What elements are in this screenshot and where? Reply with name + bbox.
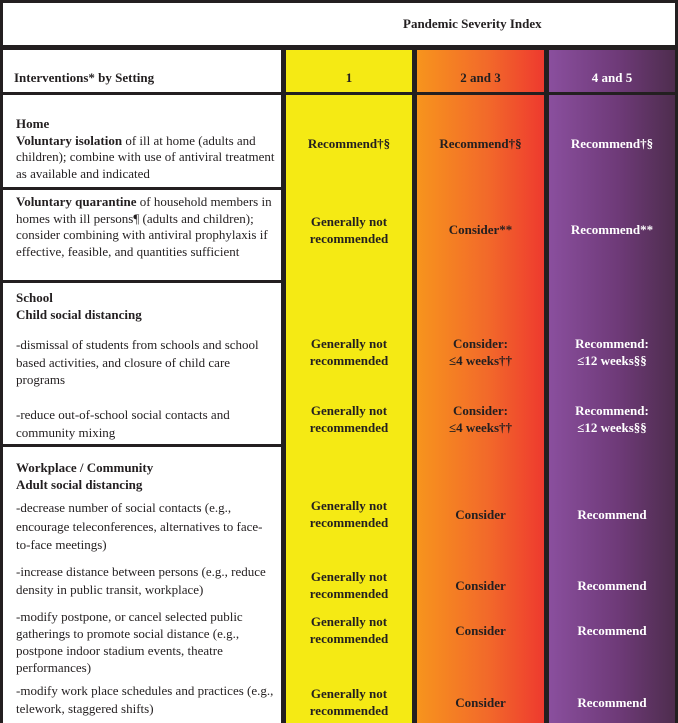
work-row-2-col-3 [549,576,675,594]
home-row-1-col-3 [549,130,675,156]
cell-value-sub: ≤12 weeks§§ [577,353,647,368]
cell-value-sub: ≤4 weeks†† [448,420,513,435]
cell-value-sub: ≤4 weeks†† [448,353,513,368]
school-row-2-col-1 [286,401,412,437]
work-row-1-desc: -decrease number of social contacts (e.g., encourage teleconferences, alternatives to face-to-face meetings) [16,500,263,552]
voluntary-quarantine-term: Voluntary quarantine [16,194,137,209]
header-col-2-label: 2 and 3 [460,70,501,85]
cell-value: Generally not recommended [309,686,389,718]
school-row-2-text [3,406,281,441]
home-row-1-col-2 [417,130,544,156]
school-heading: School [16,290,53,305]
workplace-subheading: Adult social distancing [16,476,143,492]
cell-value: Consider [455,506,506,522]
work-row-3-col-2 [417,621,544,639]
work-row-1-col-3 [549,505,675,523]
cell-value: Recommend [577,506,647,522]
school-row-2-col-2 [417,401,544,437]
school-row-1-desc: -dismissal of students from schools and school based activities, and closure of child care programs [16,337,259,387]
workplace-heading-text [3,460,281,493]
cell-value: Generally not recommended [309,569,389,601]
cell-value: Consider [455,622,506,638]
cell-value: Consider: [453,403,508,418]
school-heading-text [3,290,281,323]
voluntary-quarantine-desc: of household members in homes with ill persons¶ (adults and children); consider combining with antiviral prophylaxis if effective, feasible, and quantities sufficient [16,194,272,259]
header-col-1-label: 1 [345,70,353,85]
header-col-2 [417,50,544,92]
school-row-1-col-3 [549,334,675,370]
work-row-3-col-3 [549,621,675,639]
home-row-2-text [3,194,281,260]
title-row [3,3,675,45]
home-row-2-col-1 [286,212,412,248]
home-row-2-col-3 [549,216,675,242]
cell-value: Recommend: [575,403,649,418]
cell-value: Consider** [448,221,513,237]
cell-value: Generally not recommended [309,498,389,530]
work-row-4-col-3 [549,693,675,711]
cell-value: Generally not recommended [309,336,389,368]
work-row-4-desc: -modify work place schedules and practices (e.g., telework, staggered shifts) [16,683,274,716]
header-interventions [3,50,281,92]
school-subheading: Child social distancing [16,306,142,322]
work-row-2-col-2 [417,576,544,594]
work-row-3-desc: -modify postpone, or cancel selected public gatherings to promote social distance (e.g., postpone indoor stadium events, theatre performances) [16,609,243,675]
work-row-1-col-2 [417,505,544,523]
work-row-1-text [3,499,281,555]
workplace-heading: Workplace / Community [16,460,154,475]
work-row-3-text [3,608,281,676]
cell-value: Recommend†§ [570,135,654,151]
work-row-4-col-2 [417,693,544,711]
header-col-3 [549,50,675,92]
work-row-1-col-1 [286,496,412,532]
cell-value: Recommend†§ [307,135,391,151]
header-col-1 [286,50,412,92]
school-row-1-text [3,336,281,389]
cell-value: Recommend [577,577,647,593]
home-heading: Home [16,116,50,131]
home-row-1-col-1 [286,130,412,156]
cell-value: Consider [455,577,506,593]
work-row-2-desc: -increase distance between persons (e.g., reduce density in public transit, workplace) [16,564,266,597]
voluntary-isolation-desc: of ill at home (adults and children); combine with use of antiviral treatment as available and indicated [16,132,275,181]
work-row-4-col-1 [286,684,412,720]
work-row-3-col-1 [286,612,412,648]
voluntary-isolation-term: Voluntary isolation [16,132,123,148]
cell-value: Generally not recommended [309,214,389,246]
cell-value: Recommend [577,622,647,638]
header-col-3-label: 4 and 5 [591,70,633,85]
cell-value: Recommend [577,694,647,710]
school-row-1-col-2 [417,334,544,370]
school-row-2-col-3 [549,401,675,437]
home-row-1-text [3,116,281,182]
table-title: Pandemic Severity Index [403,16,542,31]
school-row-2-desc: -reduce out-of-school social contacts and community mixing [16,407,230,440]
cell-value: Recommend** [570,221,654,237]
home-row-2-col-2 [417,216,544,242]
cell-value: Consider [455,694,506,710]
work-row-2-text [3,563,281,598]
cell-value: Recommend†§ [439,135,522,151]
work-row-2-col-1 [286,567,412,603]
work-row-4-text [3,682,281,717]
header-interventions-label: Interventions* by Setting [14,70,155,85]
cell-value: Generally not recommended [309,403,389,435]
cell-value: Recommend: [575,336,649,351]
cell-value: Generally not recommended [309,614,389,646]
school-row-1-col-1 [286,334,412,370]
cell-value: Consider: [453,336,508,351]
cell-value-sub: ≤12 weeks§§ [577,420,647,435]
